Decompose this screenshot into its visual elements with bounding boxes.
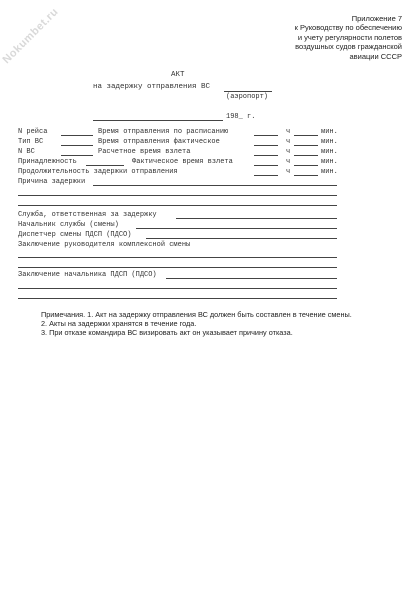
appendix-line: воздушных судов гражданской (295, 42, 402, 52)
blank-line (18, 267, 337, 268)
document-subtitle: на задержку отправления ВС (93, 83, 211, 91)
date-line (93, 120, 223, 121)
minutes-line (294, 175, 318, 176)
delay-reason-label: Причина задержки (18, 178, 86, 186)
hours-line (254, 155, 278, 156)
delay-reason-line (93, 185, 337, 186)
minutes-label: мин. (321, 158, 338, 166)
hours-line (254, 175, 278, 176)
minutes-label: мин. (321, 128, 338, 136)
hours-line (254, 135, 278, 136)
blank-line (18, 298, 337, 299)
flight-no-line (61, 135, 93, 136)
delay-duration-label: Продолжительность задержки отправления (18, 168, 178, 176)
hours-label: ч (286, 148, 291, 156)
service-head-label: Начальник службы (смены) (18, 221, 119, 229)
blank-line (18, 195, 337, 196)
pdsp-head-conclusion-label: Заключение начальника ПДСП (ПДСО) (18, 271, 157, 279)
actual-departure-label: Время отправления фактическое (98, 138, 220, 146)
minutes-label: мин. (321, 138, 338, 146)
minutes-label: мин. (321, 168, 338, 176)
aircraft-type-label: Тип ВС (18, 138, 44, 146)
minutes-line (294, 145, 318, 146)
dispatcher-label: Диспетчер смены ПДСП (ПДСО) (18, 231, 132, 239)
aircraft-type-line (61, 145, 93, 146)
watermark: Nokumbet.ru (0, 5, 61, 67)
airport-caption: (аэропорт) (226, 93, 269, 101)
minutes-line (294, 135, 318, 136)
appendix-line: к Руководству по обеспечению (294, 23, 402, 33)
minutes-label: мин. (321, 148, 338, 156)
dispatcher-line (146, 238, 337, 239)
calculated-takeoff-label: Расчетное время взлета (98, 148, 191, 156)
blank-line (18, 288, 337, 289)
document-title: АКТ (171, 71, 185, 79)
hours-line (254, 145, 278, 146)
airport-line (224, 91, 272, 92)
flight-no-label: N рейса (18, 128, 48, 136)
ownership-line (86, 165, 124, 166)
actual-takeoff-label: Фактическое время взлета (132, 158, 233, 166)
scheduled-departure-label: Время отправления по расписанию (98, 128, 229, 136)
hours-label: ч (286, 128, 291, 136)
aircraft-no-label: N ВС (18, 148, 35, 156)
responsible-service-line (176, 218, 337, 219)
ownership-label: Принадлежность (18, 158, 77, 166)
appendix-line: Приложение 7 (351, 14, 402, 23)
hours-line (254, 165, 278, 166)
notes-block (41, 310, 352, 338)
year-label: 198_ г. (226, 113, 256, 121)
hours-label: ч (286, 168, 291, 176)
hours-label: ч (286, 158, 291, 166)
note-line: 2. Акты на задержки хранятся в течение года. (41, 319, 197, 329)
appendix-header (202, 14, 402, 61)
note-line: Примечания. 1. Акт на задержку отправления ВС должен быть составлен в течение смены. (41, 310, 352, 319)
appendix-line: авиации СССР (349, 51, 402, 61)
responsible-service-label: Служба, ответственная за задержку (18, 211, 157, 219)
appendix-line: и учету регулярности полетов (297, 32, 402, 42)
pdsp-head-conclusion-line (166, 278, 337, 279)
hours-label: ч (286, 138, 291, 146)
service-head-line (136, 228, 337, 229)
note-line: 3. При отказе командира ВС визировать акт он указывает причину отказа. (41, 328, 293, 338)
blank-line (18, 205, 337, 206)
blank-line (18, 257, 337, 258)
aircraft-no-line (61, 155, 93, 156)
minutes-line (294, 155, 318, 156)
minutes-line (294, 165, 318, 166)
shift-manager-conclusion-label: Заключение руководителя комплексной смены (18, 241, 191, 249)
